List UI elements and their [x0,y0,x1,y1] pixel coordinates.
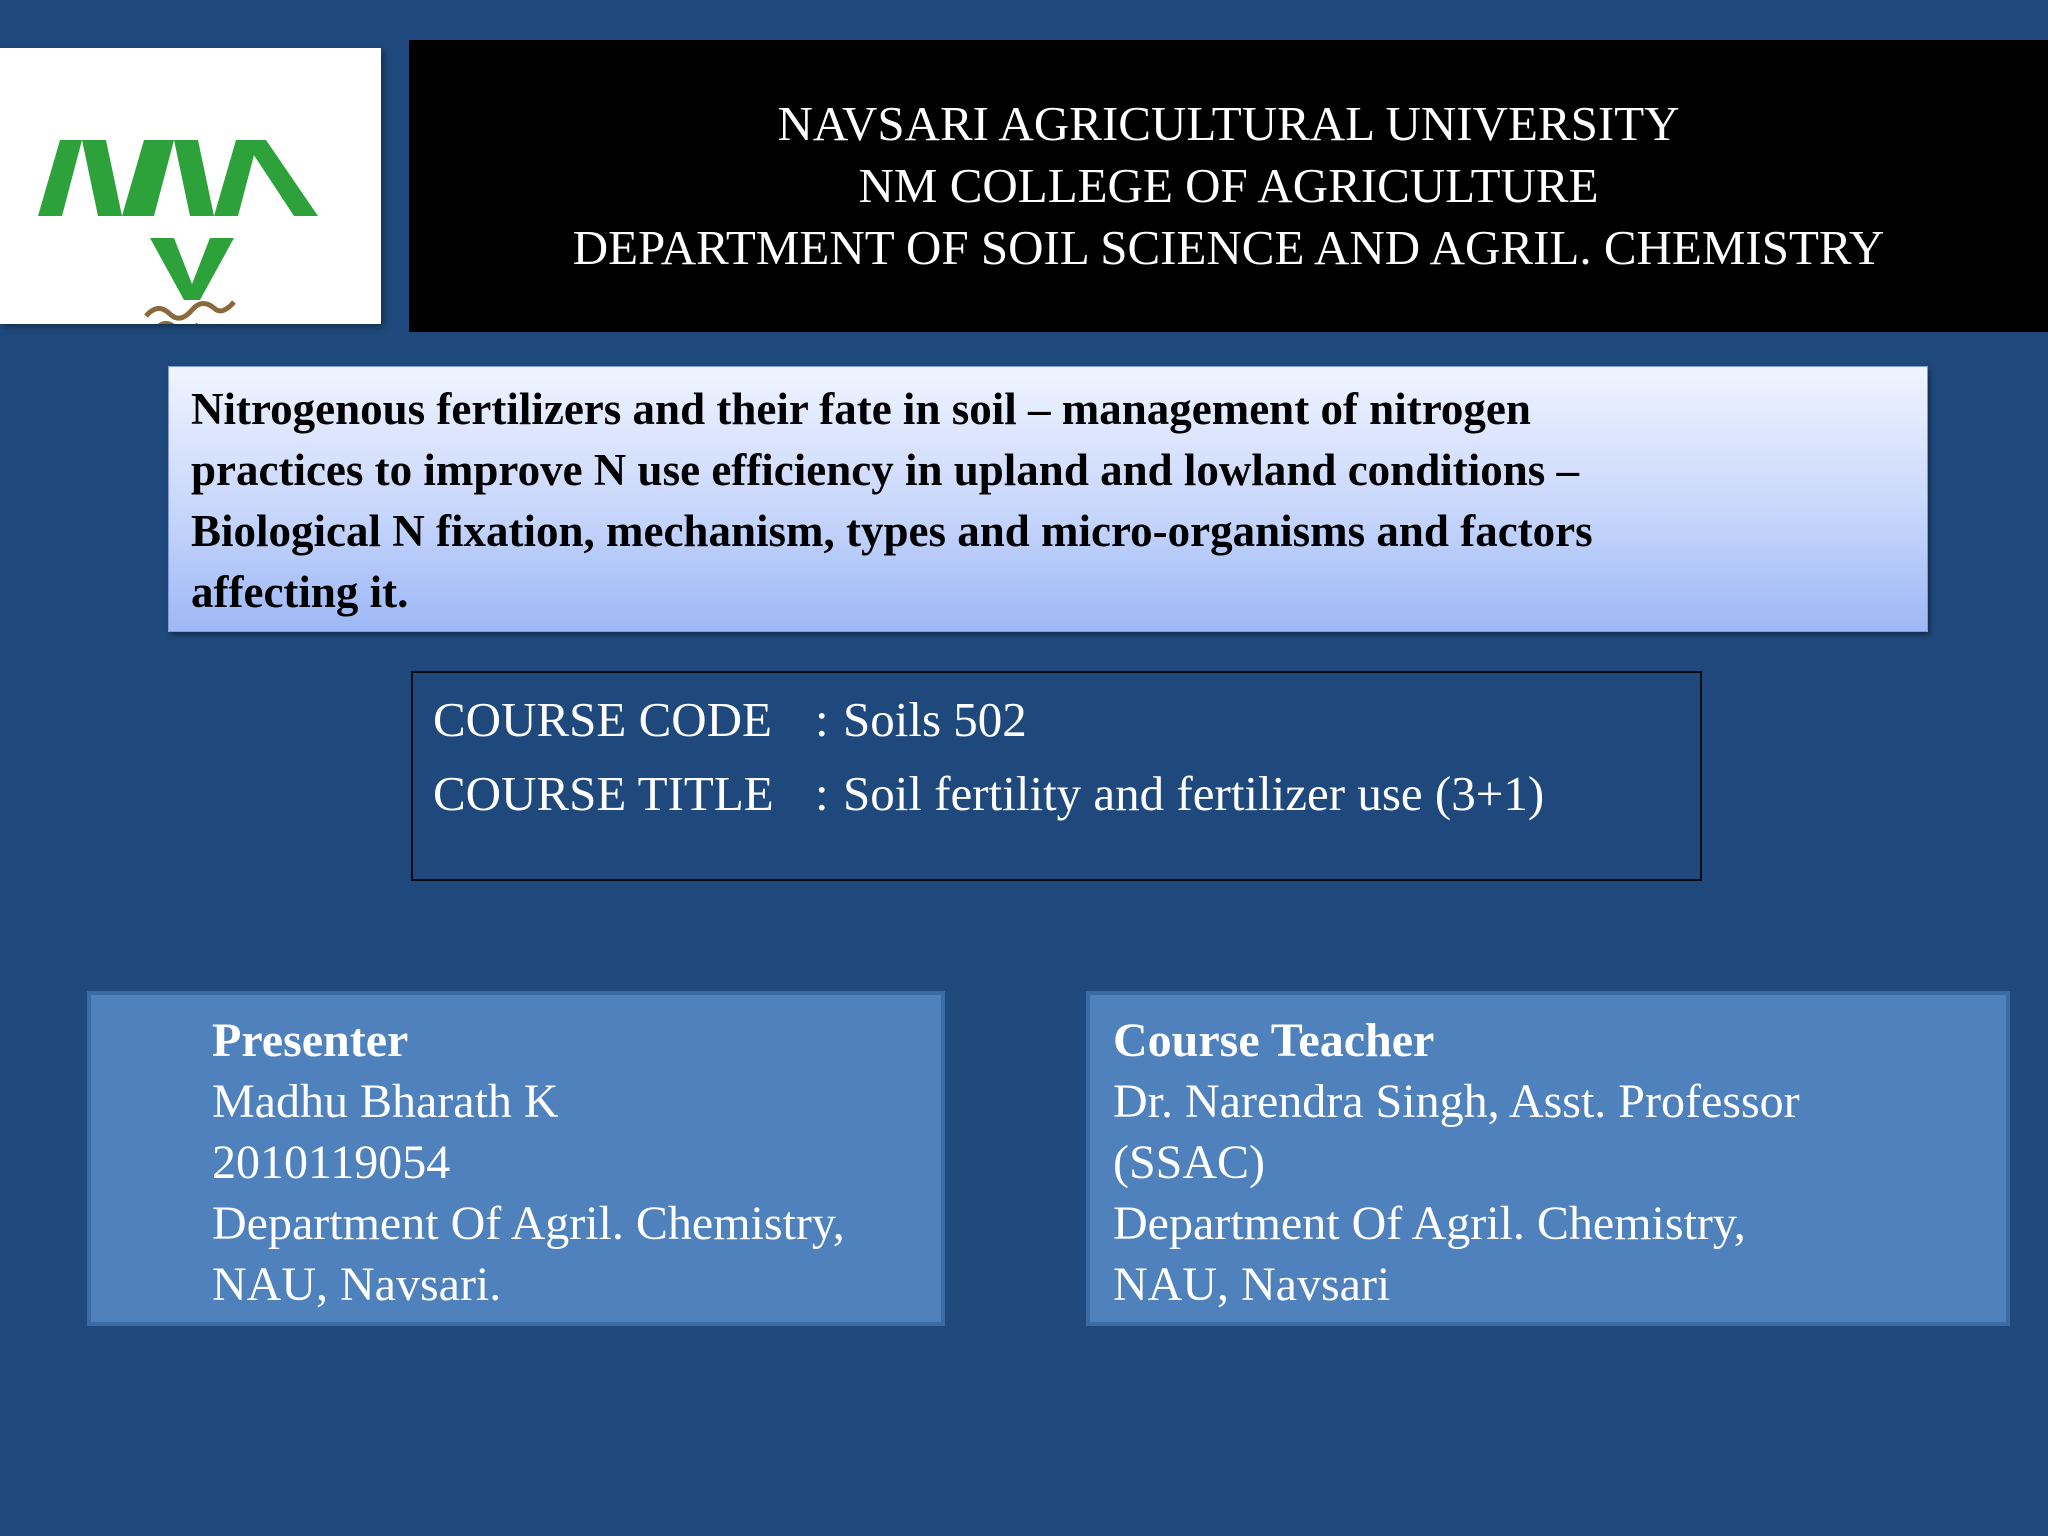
teacher-affiliation: (SSAC) [1113,1136,1266,1189]
presenter-card [87,991,945,1326]
course-title-row [433,757,1700,831]
header-university: NAVSARI AGRICULTURAL UNIVERSITY [777,96,1680,151]
topic-line: Nitrogenous fertilizers and their fate in soil – management of nitrogen [191,384,1531,434]
course-info-box [411,671,1702,881]
teacher-heading: Course Teacher [1113,1014,1435,1067]
course-title-separator: : [815,766,829,821]
topic-box [168,366,1928,632]
institution-header [409,40,2048,332]
presenter-location: NAU, Navsari. [212,1258,502,1311]
teacher-department: Department Of Agril. Chemistry, [1113,1197,1746,1250]
course-title-value: Soil fertility and fertilizer use (3+1) [843,766,1545,821]
header-department: DEPARTMENT OF SOIL SCIENCE AND AGRIL. CHEMISTRY [572,220,1885,275]
teacher-name: Dr. Narendra Singh, Asst. Professor [1113,1075,1800,1128]
header-college: NM COLLEGE OF AGRICULTURE [858,158,1599,213]
course-teacher-card [1086,991,2010,1326]
course-title-label: COURSE TITLE [433,766,774,821]
course-code-value: Soils 502 [843,692,1027,747]
topic-line: Biological N fixation, mechanism, types and micro-organisms and factors [191,506,1593,556]
course-code-row [433,683,1700,757]
university-logo [0,48,381,324]
presenter-heading: Presenter [212,1014,409,1067]
teacher-location: NAU, Navsari [1113,1258,1391,1311]
university-logo-icon [0,48,381,324]
presenter-id: 2010119054 [212,1136,451,1189]
presenter-department: Department Of Agril. Chemistry, [212,1197,845,1250]
course-code-separator: : [815,692,829,747]
topic-line: practices to improve N use efficiency in upland and lowland conditions – [191,445,1580,495]
course-code-label: COURSE CODE [433,692,772,747]
presenter-name: Madhu Bharath K [212,1075,559,1128]
topic-line: affecting it. [191,567,409,617]
